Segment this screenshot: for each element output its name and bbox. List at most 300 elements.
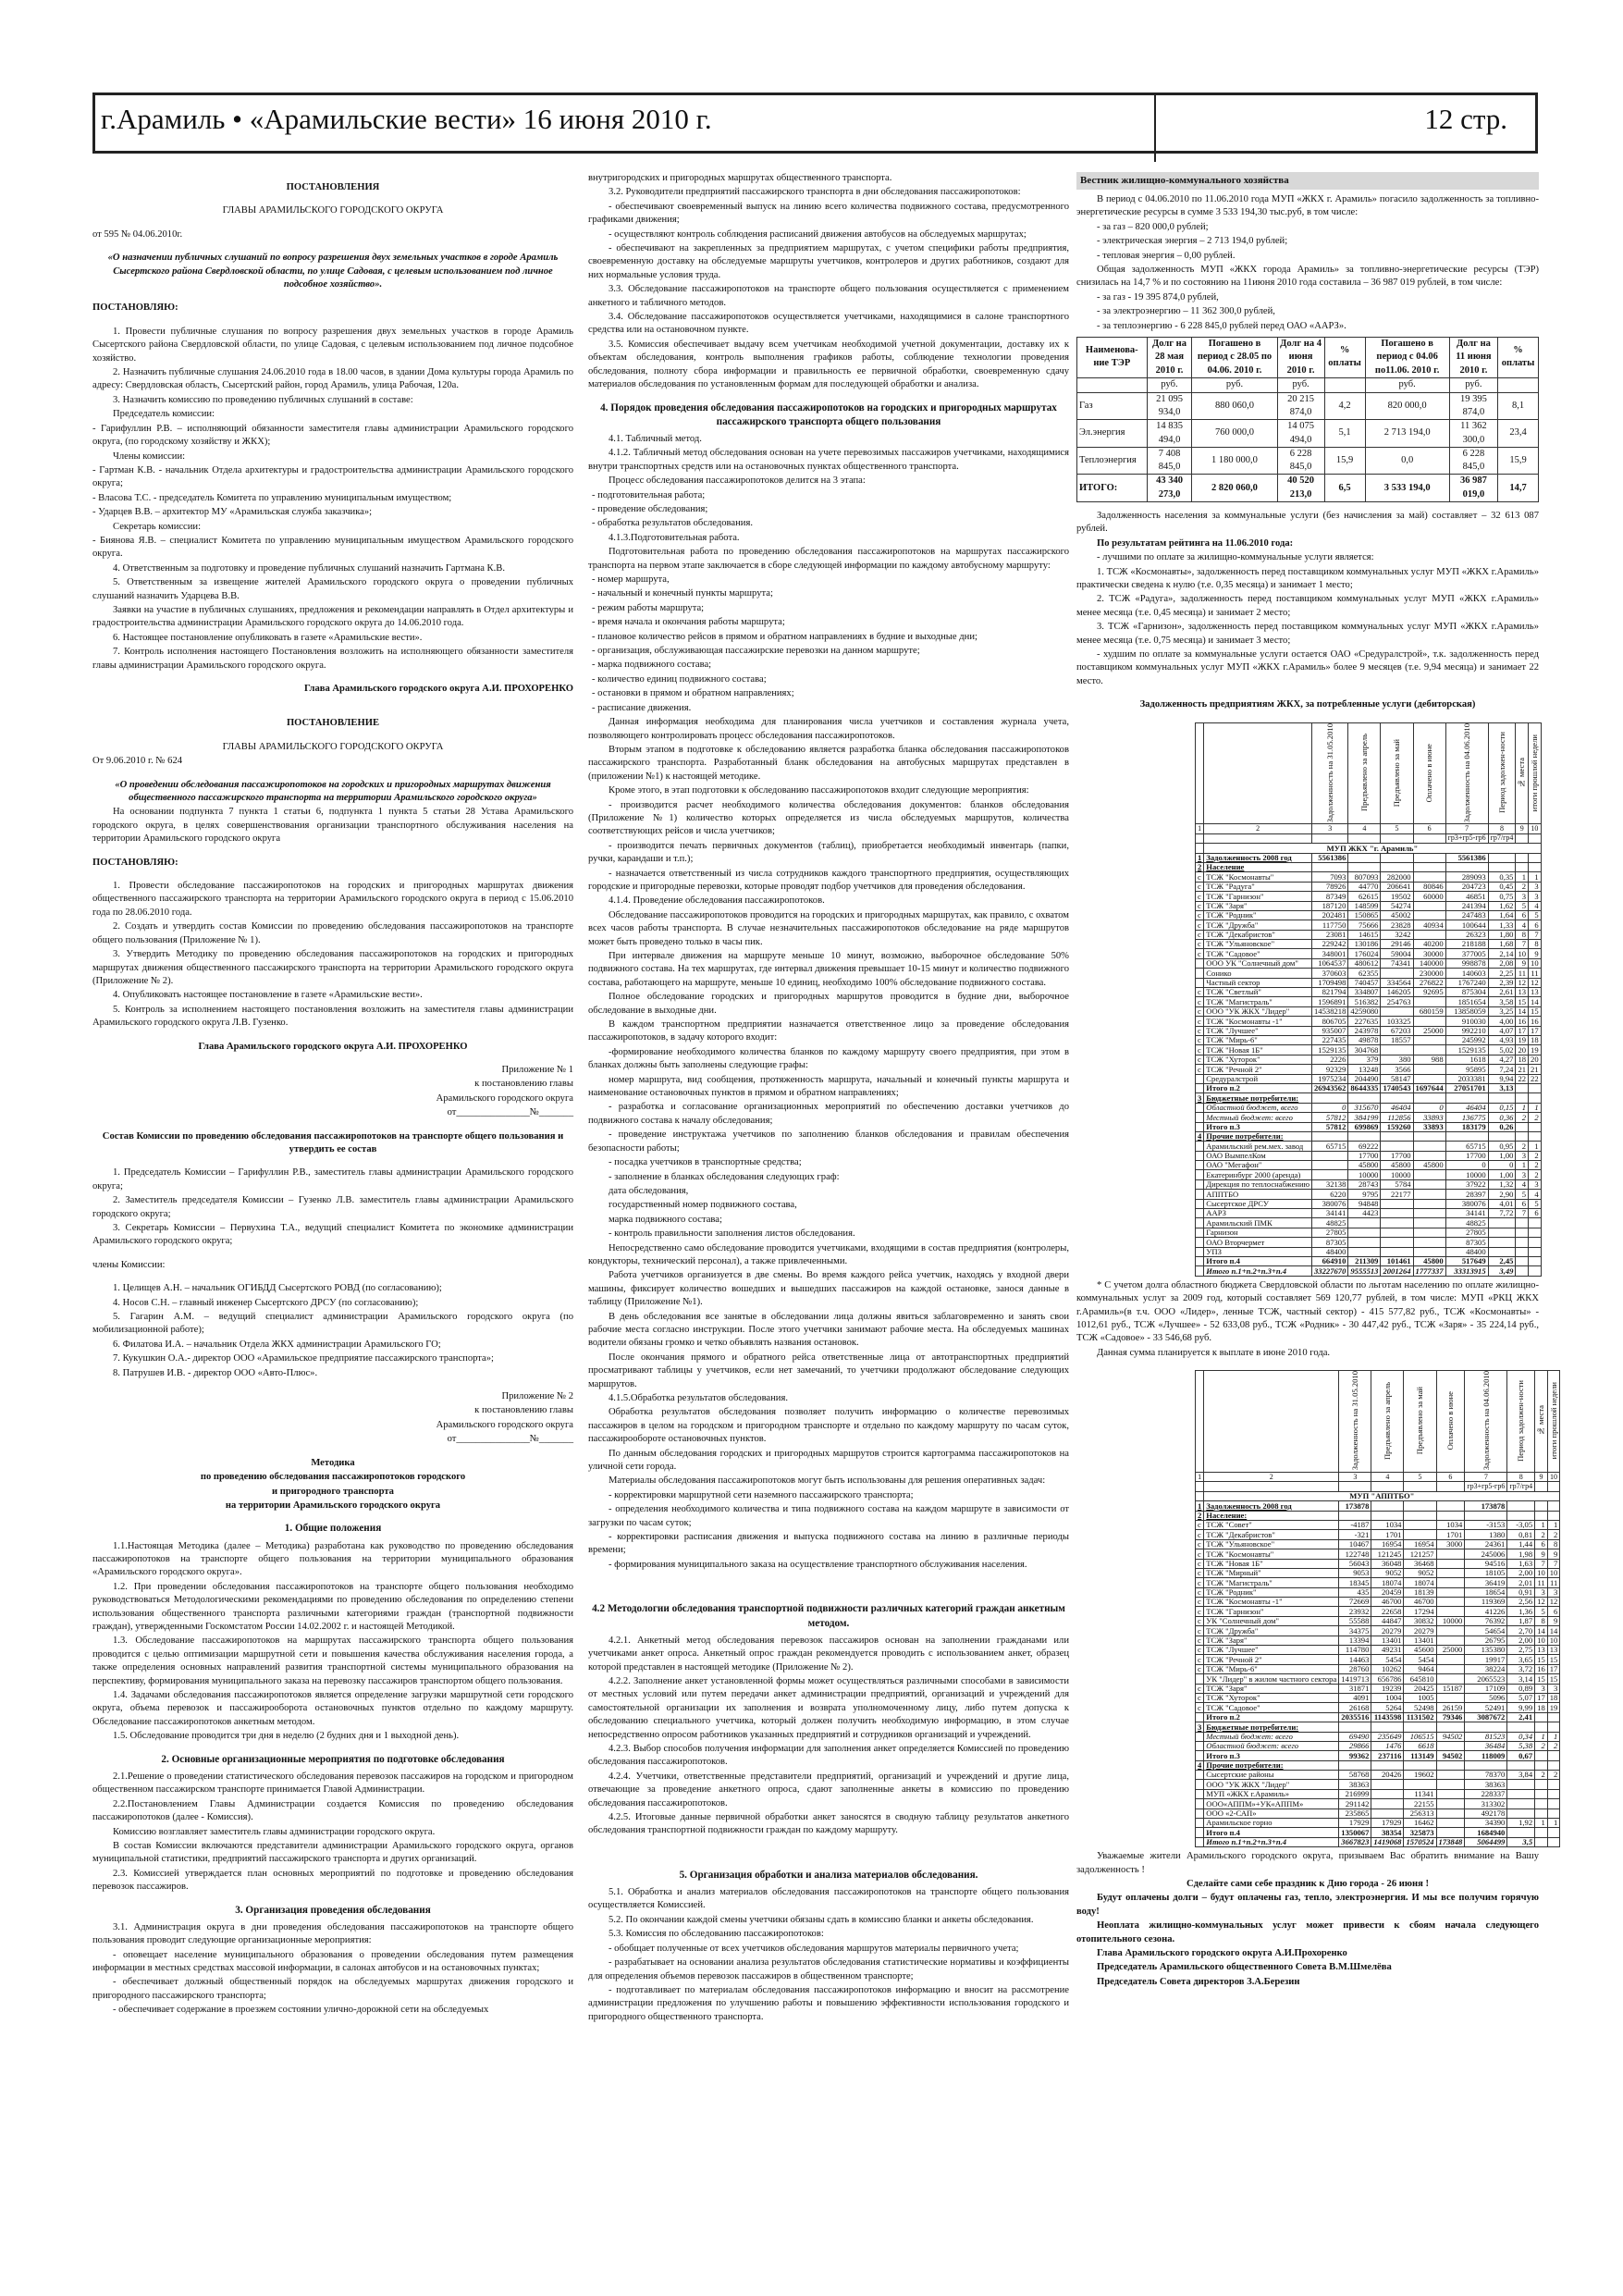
table-cell: 1 [1196, 1472, 1204, 1481]
table-cell: ТСЖ "Хуторок" [1204, 1055, 1312, 1064]
table-row [1196, 1598, 1560, 1607]
table-cell: 46851 [1445, 892, 1488, 901]
table-row [1196, 1055, 1542, 1064]
table-cell [1413, 997, 1445, 1006]
table-cell: 2 [1204, 824, 1312, 833]
table-cell: 1529135 [1312, 1045, 1348, 1055]
appendix-2-label: Приложение № 2 [501, 1391, 573, 1402]
table-row [1196, 1760, 1560, 1770]
table-cell [1196, 1828, 1204, 1837]
table-cell: 1,36 [1507, 1607, 1535, 1616]
table-cell [1547, 1511, 1560, 1520]
table-cell: 1005 [1404, 1693, 1436, 1702]
table-cell: 5 [1529, 910, 1542, 920]
table-cell: 101461 [1381, 1256, 1413, 1265]
table-cell: 10000 [1348, 1170, 1381, 1179]
table-cell: 2 [1535, 1530, 1548, 1539]
resolution-1-heading: «О назначении публичных слушаний по вопросу разрешения двух земельных участков в городе Арамиль Сысертского района Свердловской области, по улице Садовая, с целевым использованием под личное подсобное хозяйство». [107, 253, 559, 290]
table-cell: 3 [1516, 1170, 1529, 1179]
table-cell: 11 [1516, 969, 1529, 978]
table-cell: 1350067 [1339, 1828, 1371, 1837]
table-cell [1196, 1247, 1204, 1256]
table-cell: 2,56 [1507, 1598, 1535, 1607]
table-cell: 3,5 [1507, 1837, 1535, 1846]
methodology-title: и пригородного транспорта [272, 1486, 394, 1497]
table-cell: ТСЖ "Гарнизон" [1204, 1607, 1339, 1616]
table-cell: 106515 [1404, 1732, 1436, 1741]
table-cell [1413, 853, 1445, 862]
table-cell: 0 [1488, 1161, 1516, 1170]
paragraph: 6. Настоящее постановление опубликовать в газете «Арамильские вести». [113, 632, 423, 643]
table-row [1196, 1751, 1560, 1760]
table-cell: ООО«АППМ»+УК«АППМ» [1204, 1799, 1339, 1808]
table-cell [1535, 1799, 1548, 1808]
table-cell: 23932 [1339, 1607, 1371, 1616]
table-cell: 1684940 [1465, 1828, 1507, 1837]
paragraph: - производится печать первичных документов (таблиц), приобретается необходимый инвентарь (папки, ручки, карандаши и т.п.); [588, 840, 1069, 865]
table-cell: -4187 [1339, 1520, 1371, 1529]
table-cell: с [1196, 920, 1204, 930]
table-row [1196, 1199, 1542, 1208]
table-cell: с [1196, 1598, 1204, 1607]
table-row [1196, 1587, 1560, 1597]
table-cell: 22155 [1404, 1799, 1436, 1808]
table-cell: 100644 [1445, 920, 1488, 930]
table-cell: 3 [1196, 1093, 1204, 1103]
table-row [1196, 1732, 1560, 1741]
column-left [92, 172, 573, 2272]
table-cell: Итого п.3 [1204, 1751, 1339, 1760]
table-cell: 94516 [1465, 1559, 1507, 1568]
table-cell: Частный сектор [1204, 978, 1312, 987]
table-row [1196, 910, 1542, 920]
table-cell: 1419713 [1339, 1674, 1371, 1684]
table-cell: 81523 [1465, 1732, 1507, 1741]
table-org-row [1196, 1491, 1560, 1500]
table-cell: ТСЖ "Родник" [1204, 1587, 1339, 1597]
table-row [1196, 1780, 1560, 1789]
table-cell: 29146 [1381, 940, 1413, 949]
table-cell [1535, 1760, 1548, 1770]
table-cell: 62615 [1348, 892, 1381, 901]
appendix-2-line: к постановлению главы [474, 1405, 573, 1416]
table-cell: 16 [1529, 1017, 1542, 1026]
table-cell: 17 [1516, 1026, 1529, 1035]
table-row [1196, 1837, 1560, 1846]
table-cell [1381, 1199, 1413, 1208]
paragraph: - худшим по оплате за коммунальные услуги остается ОАО «Средуралстрой», т.к. задолженность перед поставщиком коммунальных услуг МУП «ЖКХ г.Арамиль» более 9 месяцев (т.е. 9,94 месяца) и занимает 22 место. [1076, 649, 1539, 686]
paragraph: 6. Филатова И.А. – начальник Отдела ЖКХ администрации Арамильского ГО; [113, 1339, 441, 1350]
paragraph: Данная информация необходима для планирования числа учетчиков и составления журнала учета, позволяющего контролировать процесс обследования пассажиропотоков. [588, 717, 1069, 741]
table-header-row [1196, 1371, 1560, 1473]
list-item: - плановое количество рейсов в прямом и обратном направлениях в будние и выходные дни; [592, 631, 977, 642]
table-cell: с [1196, 1017, 1204, 1026]
table-cell: 150865 [1348, 910, 1381, 920]
table-cell [1436, 1819, 1465, 1828]
table-cell [1529, 1122, 1542, 1131]
paragraph: Процесс обследования пассажиропотоков делится на 3 этапа: [609, 475, 866, 487]
table-cell [1529, 1256, 1542, 1265]
table-cell: 148599 [1348, 901, 1381, 910]
paragraph: 2.3. Комиссией утверждается план основных мероприятий по подготовке и проведению обследования перевозок пассажиров. [92, 1868, 573, 1893]
table-cell [1381, 1006, 1413, 1016]
resolution-1-number: от 595 № 04.06.2010г. [92, 228, 183, 240]
table-cell: ОАО "Мегафон" [1204, 1161, 1312, 1170]
table-cell: 65715 [1445, 1142, 1488, 1151]
table-cell: 1 [1529, 872, 1542, 882]
table-row [1196, 1190, 1542, 1199]
paragraph: 3. ТСЖ «Гарнизон», задолженность перед поставщиком коммунальных услуг МУП «ЖКХ г.Арамиль» менее месяца (т.е. 0,75 месяца) и занимает 3 место; [1076, 622, 1539, 646]
table-row [1196, 1722, 1560, 1732]
table-cell [1312, 1131, 1348, 1141]
table-cell: 5784 [1381, 1179, 1413, 1189]
section-heading: 1. Общие положения [284, 1523, 382, 1535]
table-cell: 2,45 [1488, 1256, 1516, 1265]
table-cell: 183179 [1445, 1122, 1488, 1131]
table-cell [1488, 1228, 1516, 1237]
table-cell: ТСЖ "Мирный" [1204, 1568, 1339, 1577]
table-cell: 22 [1516, 1074, 1529, 1083]
table-cell: 20 [1516, 1045, 1529, 1055]
table-cell [1436, 1549, 1465, 1559]
table-row [1196, 949, 1542, 958]
paragraph: * С учетом долга областного бюджета Свердловской области по льготам населению по оплате жилищно-коммунальных услуг за 2009 год, который составляет 569 120,77 рублей, в том числе: МУП «РКЦ ЖКХ г.Арамиль»(в т.ч. ООО «Лидер», ленные ТСЖ, частный сектор) - 415 577,82 руб., ТСЖ «Космонавты» - 1012,61 руб., ТСЖ «Лучшее» - 52 633,08 руб., ТСЖ «Родник» - 30 447,42 руб., ТСЖ «Заря» - 35 224,14 руб., ТСЖ «Садовое» - 33 546,68 руб. [1076, 1279, 1539, 1344]
table-cell: 45600 [1404, 1646, 1436, 1655]
table-cell: 87305 [1445, 1238, 1488, 1247]
appendix-1-label: Приложение № 1 [501, 1064, 573, 1075]
table-cell: 7 [1547, 1559, 1560, 1568]
paragraph: 4.1.5.Обработка результатов обследования. [609, 1393, 788, 1403]
table-cell: УК "Лидер" в жилом частного сектора [1204, 1674, 1339, 1684]
table-cell: 20426 [1371, 1771, 1404, 1780]
paragraph: - Власова Т.С. - председатель Комитета по управлению муниципальным имуществом; [92, 492, 452, 503]
table-cell [1516, 1256, 1529, 1265]
table-cell [1436, 1587, 1465, 1597]
table-cell [1404, 1530, 1436, 1539]
table-cell: 9052 [1371, 1568, 1404, 1577]
table-cell: 1131502 [1404, 1712, 1436, 1722]
table-cell: с [1196, 1559, 1204, 1568]
table-header-row [1077, 338, 1539, 378]
table-cell: 46700 [1404, 1598, 1436, 1607]
table-cell [1547, 1712, 1560, 1722]
table-cell: 19239 [1371, 1684, 1404, 1693]
table-cell: 1,00 [1488, 1151, 1516, 1160]
table-row [1196, 1511, 1560, 1520]
table-row [1196, 1530, 1560, 1539]
table-row [1196, 1539, 1560, 1549]
table-cell: 1767240 [1445, 978, 1488, 987]
vertical-header-text: № места [1536, 1405, 1546, 1437]
table-cell: 699869 [1348, 1122, 1381, 1131]
table-cell: 7 [1529, 930, 1542, 939]
table-cell: 910030 [1445, 1017, 1488, 1026]
paragraph: 5.3. Комиссия по обследованию пассажиропотоков: [609, 1929, 824, 1940]
section-heading: 5. Организация обработки и анализа материалов обследования. [679, 1869, 978, 1881]
table-cell: 8 [1488, 824, 1516, 833]
table-cell: 15 [1516, 997, 1529, 1006]
paragraph: - обобщает полученные от всех учетчиков обследования маршрутов материалы первичного учета; [609, 1943, 1019, 1954]
table-cell: 17294 [1404, 1607, 1436, 1616]
table-cell: 988 [1413, 1055, 1445, 1064]
paragraph: В состав Комиссии включаются представители администрации Арамильского городского округа, органов муниципальной статистики, предприятий пассажирского транспорта и других организаций. [92, 1840, 573, 1865]
table-cell: 46404 [1381, 1103, 1413, 1112]
table-cell: ТСЖ "Новая 1Б" [1204, 1559, 1339, 1568]
table-cell: 0,75 [1488, 892, 1516, 901]
table-cell: 237116 [1371, 1751, 1404, 1760]
table-cell [1371, 1760, 1404, 1770]
table-header-cell [1516, 722, 1529, 824]
table-cell: 1701 [1371, 1530, 1404, 1539]
paragraph: 1. Провести обследование пассажиропотоков на городских и пригородных маршрутах движения общественного пассажирского транспорта на территории Арамильского городского округа в период с 15.06.2010 года по 28.06.2010 года. [92, 881, 573, 918]
table-cell: 15 [1535, 1674, 1548, 1684]
table-cell: 6 [1516, 1199, 1529, 1208]
table-cell: 8 [1535, 1616, 1548, 1625]
table-cell: 72669 [1339, 1598, 1371, 1607]
table-cell [1381, 862, 1413, 871]
table-cell: 18 [1529, 1036, 1542, 1045]
table-cell: 12 [1547, 1598, 1560, 1607]
table-cell: 1701 [1436, 1530, 1465, 1539]
paragraph: 5. Гагарин А.М. – ведущий специалист администрации Арамильского городского округа (по мобилизационной работе); [92, 1312, 573, 1336]
table-cell: Бюджетные потребители: [1204, 1722, 1339, 1732]
paragraph: Общая задолженность МУП «ЖКХ города Арамиль» за топливно-энергетические ресурсы (ТЭР) снизилась на 14,7 % и по состоянию на 11июня 2010 года составила – 36 987 019 рублей, в том числе: [1076, 264, 1539, 289]
paragraph: 7. Контроль исполнения настоящего Постановления возложить на исполняющего обязанности заместителя главы администрации Арамильского городского округа. [92, 647, 573, 671]
table-cell: 41226 [1465, 1607, 1507, 1616]
paragraph: 1. Председатель Комиссии – Гарифуллин Р.В., заместитель главы администрации Арамильского городского округа; [92, 1167, 573, 1191]
table-cell: 4 [1196, 1131, 1204, 1141]
table-header-cell [1535, 1371, 1548, 1473]
table-cell [1436, 1626, 1465, 1636]
table-cell: 1 [1535, 1819, 1548, 1828]
paragraph: - тепловая энергия – 0,00 рублей. [1097, 250, 1236, 261]
table-cell: 247483 [1445, 910, 1488, 920]
table-cell: 20459 [1371, 1587, 1404, 1597]
table-cell: 28760 [1339, 1664, 1371, 1673]
table-cell: 46404 [1445, 1103, 1488, 1112]
table-cell: с [1196, 1065, 1204, 1074]
table-cell: 5,02 [1488, 1045, 1516, 1055]
table-cell: 1,62 [1488, 901, 1516, 910]
table-cell: 3242 [1381, 930, 1413, 939]
table-cell: 14 [1535, 1626, 1548, 1636]
table-cell [1413, 1017, 1445, 1026]
table-cell: 3 [1535, 1587, 1548, 1597]
table-cell: 54274 [1381, 901, 1413, 910]
table-cell: 1 180 000,0 [1192, 447, 1277, 475]
table-cell: 2 [1547, 1530, 1560, 1539]
table-cell: 20425 [1404, 1684, 1436, 1693]
table-cell [1436, 1693, 1465, 1702]
table-row [1196, 1828, 1560, 1837]
table-cell [1196, 1732, 1204, 1741]
table-row [1196, 1209, 1542, 1218]
table-cell: 14,7 [1498, 475, 1539, 502]
table-cell: 17929 [1371, 1819, 1404, 1828]
resolution-2-number: От 9.06.2010 г. № 624 [92, 756, 183, 767]
table-cell: 0,26 [1488, 1122, 1516, 1131]
table-cell: 8,1 [1498, 392, 1539, 420]
table-cell [1516, 1083, 1529, 1092]
table-cell: 87305 [1312, 1238, 1348, 1247]
paragraph: По результатам рейтинга на 11.06.2010 года: [1097, 537, 1294, 549]
table-cell: 9 [1516, 824, 1529, 833]
table-header-cell [1404, 1371, 1436, 1473]
table-cell [1196, 1179, 1204, 1189]
table-cell: 2 [1535, 1771, 1548, 1780]
list-item: - режим работы маршрута; [592, 602, 705, 613]
table-cell: 3,14 [1507, 1674, 1535, 1684]
table-cell: 1 [1196, 824, 1204, 833]
paragraph: 5. Ответственным за извещение жителей Арамильского городского округа о проведении публичных слушаний назначить Ударцева В.В. [92, 577, 573, 601]
table-cell: 0 [1445, 1161, 1488, 1170]
table-cell: 2,41 [1507, 1712, 1535, 1722]
table-cell [1196, 1789, 1204, 1798]
table-cell: 4,07 [1488, 1026, 1516, 1035]
table-cell [1547, 1837, 1560, 1846]
table-cell: 14615 [1348, 930, 1381, 939]
table-cell [1381, 1093, 1413, 1103]
resolution-2-signature: Глава Арамильского городского округа А.И. ПРОХОРЕНКО [198, 1041, 468, 1052]
table-cell: 23828 [1381, 920, 1413, 930]
table-cell: 4,01 [1488, 1199, 1516, 1208]
table-cell: 13394 [1339, 1636, 1371, 1645]
table-cell: 680159 [1413, 1006, 1445, 1016]
table-cell: ООО "УК ЖКХ "Лидер" [1204, 1780, 1339, 1789]
paragraph: - определения необходимого количества и типа подвижного состава на каждом маршруте в зависимости от загрузки по часам суток; [588, 1504, 1069, 1528]
table-cell: 2033381 [1445, 1074, 1488, 1083]
table-cell: 480612 [1348, 958, 1381, 968]
table-cell: 16 [1516, 1017, 1529, 1026]
table-cell [1488, 1093, 1516, 1103]
table-cell [1535, 1780, 1548, 1789]
vertical-header-text: Предъявлено за апрель [1359, 734, 1370, 812]
table-header-cell [1339, 1371, 1371, 1473]
table-cell: 18139 [1404, 1587, 1436, 1597]
table-cell: 998878 [1445, 958, 1488, 968]
table-cell: 22658 [1371, 1607, 1404, 1616]
table-cell: 78370 [1465, 1771, 1507, 1780]
table-cell: 18105 [1465, 1568, 1507, 1577]
table-cell: 40934 [1413, 920, 1445, 930]
methodology-title: на территории Арамильского городского округа [225, 1500, 441, 1511]
table-cell: 13401 [1404, 1636, 1436, 1645]
table-cell [1516, 1238, 1529, 1247]
table-cell [1381, 1228, 1413, 1237]
table-header-cell [1547, 1371, 1560, 1473]
table-cell [1488, 1247, 1516, 1256]
table-cell: 204723 [1445, 882, 1488, 891]
table-header-cell: % оплаты [1498, 338, 1539, 378]
table-row [1196, 1674, 1560, 1684]
table-cell: 821794 [1312, 988, 1348, 997]
table-cell: Бюджетные потребители: [1204, 1093, 1312, 1103]
table-cell: 227635 [1348, 1017, 1381, 1026]
table-cell [1196, 1113, 1204, 1122]
table-row [1196, 958, 1542, 968]
table-cell: 18654 [1465, 1587, 1507, 1597]
table-cell [1204, 1482, 1339, 1491]
list-item: - обработка результатов обследования. [592, 518, 753, 529]
table-cell: 7 [1445, 824, 1488, 833]
table-row [1196, 853, 1542, 862]
paragraph: 2.2.Постановлением Главы Администрации создается Комиссия по проведению обследования пассажиропотоков (далее - Комиссия). [92, 1798, 573, 1823]
table-cell: 34375 [1339, 1626, 1371, 1636]
table-cell: 4,27 [1488, 1055, 1516, 1064]
table-cell: 48825 [1312, 1218, 1348, 1228]
table-cell [1371, 1511, 1404, 1520]
table-cell [1516, 862, 1529, 871]
resolution-1-title: ПОСТАНОВЛЕНИЯ [286, 182, 380, 192]
table-cell: ТСЖ "Новая 1Б" [1204, 1045, 1312, 1055]
table-cell [1507, 1789, 1535, 1798]
table-cell [1436, 1741, 1465, 1750]
table-cell: 121245 [1371, 1549, 1404, 1559]
paragraph: - разработка и согласование организационных мероприятий по обеспечению доставки учетчиков до подвижного состава к началу обследования; [588, 1102, 1069, 1126]
paragraph: - корректировки маршрутной сети наземного пассажирского транспорта; [609, 1489, 914, 1500]
table-org-row [1196, 844, 1542, 853]
table-cell [1381, 1238, 1413, 1247]
table-cell [1381, 1131, 1413, 1141]
table-cell [1535, 1828, 1548, 1837]
table-cell: 38354 [1371, 1828, 1404, 1837]
table-cell: 664910 [1312, 1256, 1348, 1265]
table-cell: Средуралстрой [1204, 1074, 1312, 1083]
table-cell: с [1196, 988, 1204, 997]
table-cell: 10 [1547, 1568, 1560, 1577]
table-cell [1339, 1760, 1371, 1770]
table-row [1196, 1170, 1542, 1179]
vertical-header-text: Задолженность на 31.05.2010 [1324, 722, 1334, 822]
table-cell: 1975234 [1312, 1074, 1348, 1083]
table-cell [1436, 1780, 1465, 1789]
table-cell: 17929 [1339, 1819, 1371, 1828]
table-cell [1348, 1093, 1381, 1103]
section-banner: Вестник жилищно-коммунального хозяйства [1076, 172, 1539, 190]
table-cell: 55588 [1339, 1616, 1371, 1625]
table-cell: с [1196, 1703, 1204, 1712]
table-cell: гр3+гр5-гр6 [1445, 833, 1488, 843]
table-cell: 1,68 [1488, 940, 1516, 949]
table-cell: ТСЖ "Мирь-6" [1204, 1664, 1339, 1673]
table-cell: 2001264 [1381, 1266, 1413, 1276]
table-cell [1324, 377, 1365, 392]
table-row [1196, 1074, 1542, 1083]
table-cell: 23,4 [1498, 420, 1539, 448]
table-cell [1445, 862, 1488, 871]
signature: Председатель Арамильского общественного Совета В.М.Шмелёва [1097, 1962, 1392, 1973]
table-cell [1371, 1780, 1404, 1789]
table-cell: с [1196, 910, 1204, 920]
table-cell: с [1196, 1664, 1204, 1673]
list-item: - номер маршрута, [592, 574, 670, 586]
table-cell: 4423 [1348, 1209, 1381, 1218]
table-cell: 4 [1516, 1179, 1529, 1189]
table-cell [1404, 1482, 1436, 1491]
paragraph: - Гарифуллин Р.В. – исполняющий обязанности заместителя главы администрации Арамильского городского округа, (по городскому хозяйству и ЖКХ); [92, 423, 573, 448]
vertical-header-text: Предъявлено за май [1415, 1387, 1425, 1455]
table-cell: 159260 [1381, 1122, 1413, 1131]
table-cell: Теплоэнергия [1077, 447, 1148, 475]
table-cell: 33893 [1413, 1113, 1445, 1122]
paragraph: 3.3. Обследование пассажиропотоков на транспорте общего пользования осуществляется с применением анкетного и табличного методов. [588, 284, 1069, 308]
table-row [1196, 1664, 1560, 1673]
table-cell: с [1196, 1626, 1204, 1636]
table-cell [1413, 1209, 1445, 1218]
paragraph: 1. Целищев А.Н. – начальник ОГИБДД Сысертского РОВД (по согласованию); [113, 1283, 442, 1294]
table-cell: 3 [1529, 1179, 1542, 1189]
table-row [1196, 1568, 1560, 1577]
